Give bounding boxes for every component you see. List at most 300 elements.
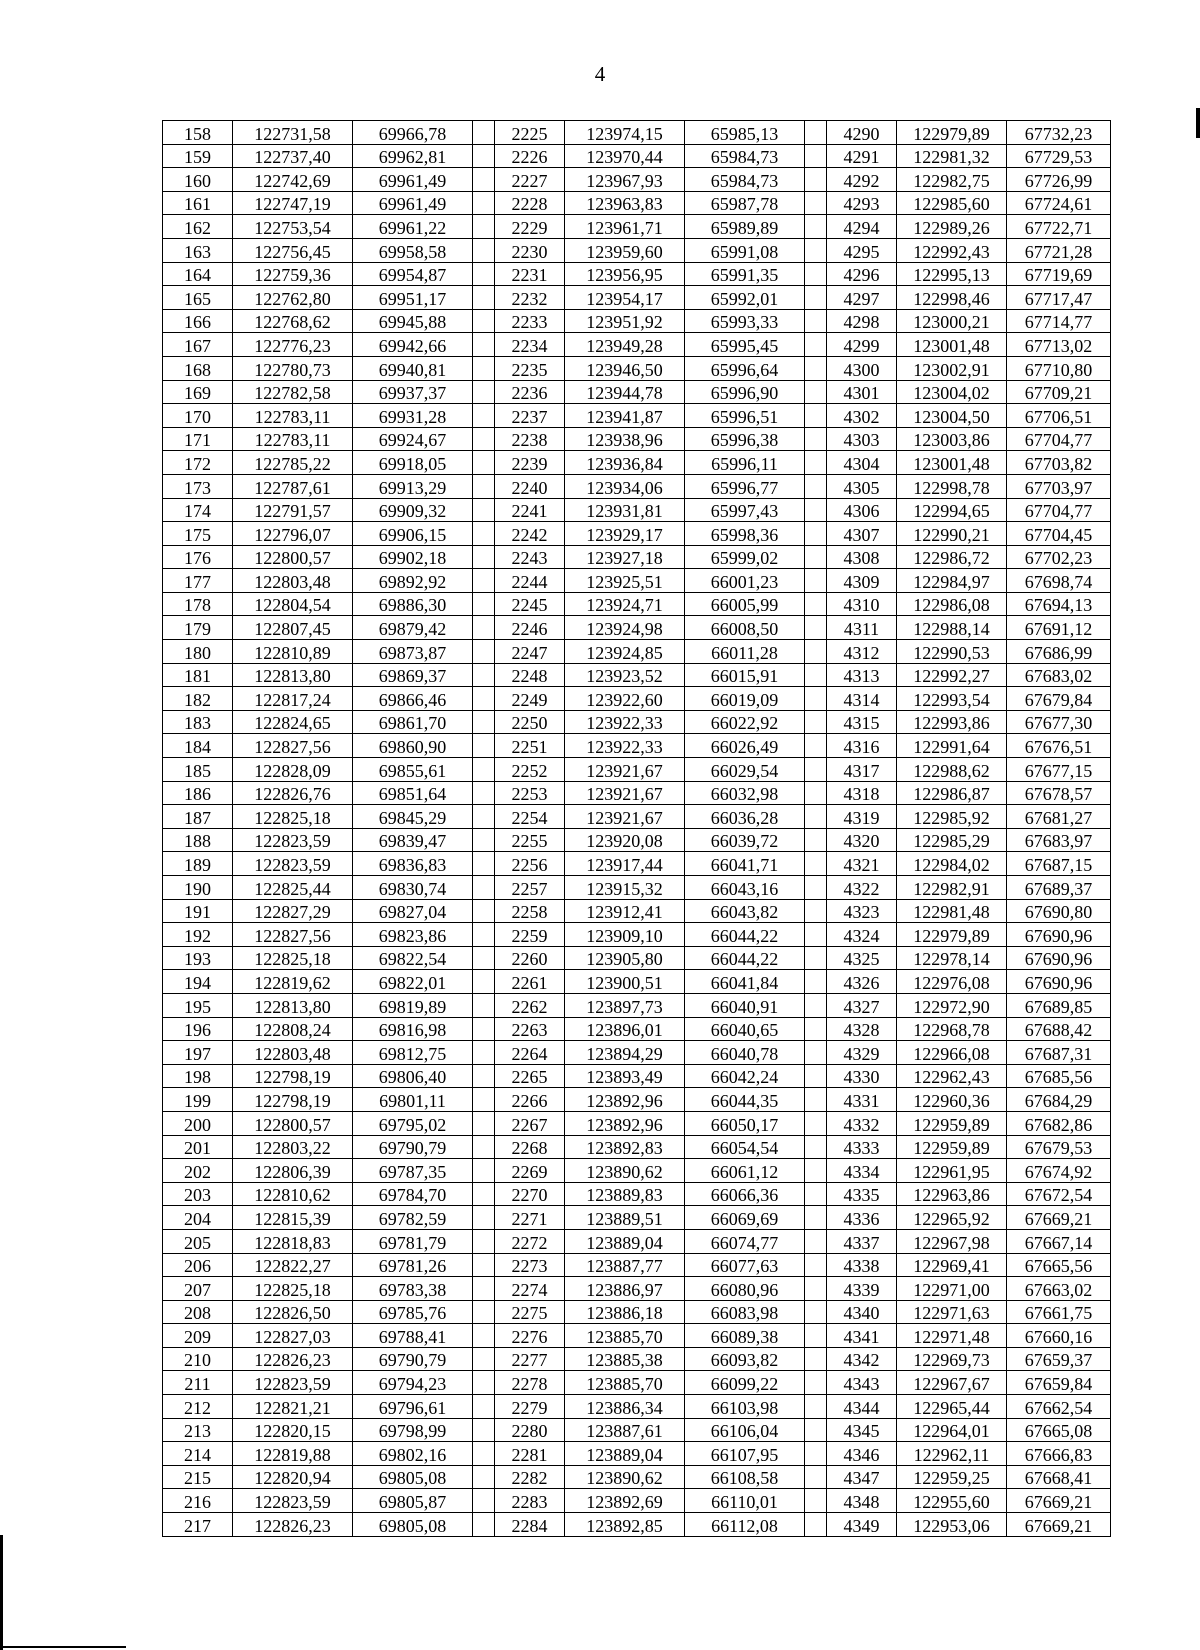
table-row bbox=[163, 970, 1111, 994]
point-number-cell: 2267 bbox=[495, 1111, 565, 1135]
group-separator bbox=[805, 1489, 827, 1513]
point-number-cell: 4335 bbox=[827, 1182, 897, 1206]
y-coordinate-cell: 67732,23 bbox=[1007, 121, 1111, 145]
y-coordinate-cell: 67710,80 bbox=[1007, 356, 1111, 380]
x-coordinate-cell: 123892,96 bbox=[565, 1111, 685, 1135]
x-coordinate-cell: 122969,73 bbox=[897, 1347, 1007, 1371]
group-separator bbox=[473, 1064, 495, 1088]
point-number-cell: 4300 bbox=[827, 356, 897, 380]
point-number-cell: 4309 bbox=[827, 569, 897, 593]
y-coordinate-cell: 67678,57 bbox=[1007, 781, 1111, 805]
y-coordinate-cell: 69961,49 bbox=[353, 168, 473, 192]
x-coordinate-cell: 123003,86 bbox=[897, 427, 1007, 451]
group-separator bbox=[805, 168, 827, 192]
y-coordinate-cell: 65996,11 bbox=[685, 451, 805, 475]
point-number-cell: 183 bbox=[163, 710, 233, 734]
x-coordinate-cell: 122963,86 bbox=[897, 1182, 1007, 1206]
x-coordinate-cell: 122998,46 bbox=[897, 286, 1007, 310]
group-separator bbox=[473, 899, 495, 923]
point-number-cell: 174 bbox=[163, 498, 233, 522]
x-coordinate-cell: 122981,32 bbox=[897, 144, 1007, 168]
group-separator bbox=[473, 923, 495, 947]
group-separator bbox=[805, 215, 827, 239]
group-separator bbox=[473, 404, 495, 428]
point-number-cell: 201 bbox=[163, 1135, 233, 1159]
point-number-cell: 4304 bbox=[827, 451, 897, 475]
y-coordinate-cell: 69788,41 bbox=[353, 1324, 473, 1348]
group-separator bbox=[805, 876, 827, 900]
y-coordinate-cell: 69954,87 bbox=[353, 262, 473, 286]
group-separator bbox=[805, 286, 827, 310]
y-coordinate-cell: 66044,35 bbox=[685, 1088, 805, 1112]
x-coordinate-cell: 122800,57 bbox=[233, 1111, 353, 1135]
group-separator bbox=[805, 569, 827, 593]
y-coordinate-cell: 67721,28 bbox=[1007, 238, 1111, 262]
point-number-cell: 2234 bbox=[495, 333, 565, 357]
table-row bbox=[163, 1135, 1111, 1159]
y-coordinate-cell: 67698,74 bbox=[1007, 569, 1111, 593]
point-number-cell: 2229 bbox=[495, 215, 565, 239]
x-coordinate-cell: 123944,78 bbox=[565, 380, 685, 404]
group-separator bbox=[473, 356, 495, 380]
y-coordinate-cell: 66108,58 bbox=[685, 1465, 805, 1489]
x-coordinate-cell: 123887,61 bbox=[565, 1418, 685, 1442]
point-number-cell: 172 bbox=[163, 451, 233, 475]
y-coordinate-cell: 69945,88 bbox=[353, 309, 473, 333]
table-row bbox=[163, 474, 1111, 498]
point-number-cell: 158 bbox=[163, 121, 233, 145]
point-number-cell: 4331 bbox=[827, 1088, 897, 1112]
table-row bbox=[163, 852, 1111, 876]
x-coordinate-cell: 122827,03 bbox=[233, 1324, 353, 1348]
table-row bbox=[163, 333, 1111, 357]
point-number-cell: 4295 bbox=[827, 238, 897, 262]
x-coordinate-cell: 122807,45 bbox=[233, 616, 353, 640]
y-coordinate-cell: 67661,75 bbox=[1007, 1300, 1111, 1324]
x-coordinate-cell: 122817,24 bbox=[233, 687, 353, 711]
point-number-cell: 2248 bbox=[495, 663, 565, 687]
x-coordinate-cell: 122823,59 bbox=[233, 1489, 353, 1513]
point-number-cell: 214 bbox=[163, 1442, 233, 1466]
y-coordinate-cell: 66041,71 bbox=[685, 852, 805, 876]
y-coordinate-cell: 67668,41 bbox=[1007, 1465, 1111, 1489]
x-coordinate-cell: 122953,06 bbox=[897, 1513, 1007, 1537]
point-number-cell: 4313 bbox=[827, 663, 897, 687]
y-coordinate-cell: 69873,87 bbox=[353, 640, 473, 664]
x-coordinate-cell: 123004,50 bbox=[897, 404, 1007, 428]
y-coordinate-cell: 69781,26 bbox=[353, 1253, 473, 1277]
point-number-cell: 196 bbox=[163, 1017, 233, 1041]
x-coordinate-cell: 122783,11 bbox=[233, 404, 353, 428]
x-coordinate-cell: 123924,85 bbox=[565, 640, 685, 664]
point-number-cell: 2242 bbox=[495, 522, 565, 546]
point-number-cell: 4316 bbox=[827, 734, 897, 758]
group-separator bbox=[473, 687, 495, 711]
y-coordinate-cell: 66099,22 bbox=[685, 1371, 805, 1395]
point-number-cell: 4338 bbox=[827, 1253, 897, 1277]
point-number-cell: 177 bbox=[163, 569, 233, 593]
y-coordinate-cell: 69855,61 bbox=[353, 758, 473, 782]
group-separator bbox=[473, 1182, 495, 1206]
x-coordinate-cell: 122819,88 bbox=[233, 1442, 353, 1466]
table-row bbox=[163, 781, 1111, 805]
x-coordinate-cell: 122798,19 bbox=[233, 1064, 353, 1088]
table-row bbox=[163, 828, 1111, 852]
table-row bbox=[163, 286, 1111, 310]
x-coordinate-cell: 122955,60 bbox=[897, 1489, 1007, 1513]
x-coordinate-cell: 122986,08 bbox=[897, 592, 1007, 616]
y-coordinate-cell: 67724,61 bbox=[1007, 191, 1111, 215]
group-separator bbox=[805, 946, 827, 970]
point-number-cell: 4308 bbox=[827, 545, 897, 569]
point-number-cell: 2277 bbox=[495, 1347, 565, 1371]
y-coordinate-cell: 67677,15 bbox=[1007, 758, 1111, 782]
point-number-cell: 4345 bbox=[827, 1418, 897, 1442]
y-coordinate-cell: 69801,11 bbox=[353, 1088, 473, 1112]
point-number-cell: 189 bbox=[163, 852, 233, 876]
group-separator bbox=[473, 498, 495, 522]
point-number-cell: 2253 bbox=[495, 781, 565, 805]
point-number-cell: 2257 bbox=[495, 876, 565, 900]
x-coordinate-cell: 123959,60 bbox=[565, 238, 685, 262]
x-coordinate-cell: 123974,15 bbox=[565, 121, 685, 145]
y-coordinate-cell: 67704,77 bbox=[1007, 498, 1111, 522]
x-coordinate-cell: 122978,14 bbox=[897, 946, 1007, 970]
x-coordinate-cell: 122826,50 bbox=[233, 1300, 353, 1324]
x-coordinate-cell: 122988,14 bbox=[897, 616, 1007, 640]
y-coordinate-cell: 67667,14 bbox=[1007, 1229, 1111, 1253]
x-coordinate-cell: 123921,67 bbox=[565, 781, 685, 805]
y-coordinate-cell: 66043,82 bbox=[685, 899, 805, 923]
x-coordinate-cell: 123912,41 bbox=[565, 899, 685, 923]
point-number-cell: 2275 bbox=[495, 1300, 565, 1324]
group-separator bbox=[805, 545, 827, 569]
point-number-cell: 4318 bbox=[827, 781, 897, 805]
group-separator bbox=[473, 1041, 495, 1065]
point-number-cell: 171 bbox=[163, 427, 233, 451]
y-coordinate-cell: 66041,84 bbox=[685, 970, 805, 994]
group-separator bbox=[473, 1395, 495, 1419]
x-coordinate-cell: 122986,87 bbox=[897, 781, 1007, 805]
y-coordinate-cell: 66026,49 bbox=[685, 734, 805, 758]
y-coordinate-cell: 67689,85 bbox=[1007, 993, 1111, 1017]
y-coordinate-cell: 66036,28 bbox=[685, 805, 805, 829]
y-coordinate-cell: 69886,30 bbox=[353, 592, 473, 616]
y-coordinate-cell: 67690,96 bbox=[1007, 923, 1111, 947]
group-separator bbox=[473, 215, 495, 239]
point-number-cell: 178 bbox=[163, 592, 233, 616]
y-coordinate-cell: 67686,99 bbox=[1007, 640, 1111, 664]
x-coordinate-cell: 122962,43 bbox=[897, 1064, 1007, 1088]
y-coordinate-cell: 69845,29 bbox=[353, 805, 473, 829]
point-number-cell: 2271 bbox=[495, 1206, 565, 1230]
point-number-cell: 217 bbox=[163, 1513, 233, 1537]
point-number-cell: 4311 bbox=[827, 616, 897, 640]
table-row bbox=[163, 1442, 1111, 1466]
table-row bbox=[163, 1395, 1111, 1419]
y-coordinate-cell: 67690,96 bbox=[1007, 970, 1111, 994]
table-row bbox=[163, 758, 1111, 782]
group-separator bbox=[805, 380, 827, 404]
point-number-cell: 4326 bbox=[827, 970, 897, 994]
y-coordinate-cell: 67719,69 bbox=[1007, 262, 1111, 286]
group-separator bbox=[473, 710, 495, 734]
group-separator bbox=[473, 1135, 495, 1159]
x-coordinate-cell: 123886,97 bbox=[565, 1277, 685, 1301]
x-coordinate-cell: 122965,44 bbox=[897, 1395, 1007, 1419]
x-coordinate-cell: 123886,18 bbox=[565, 1300, 685, 1324]
x-coordinate-cell: 122756,45 bbox=[233, 238, 353, 262]
point-number-cell: 2280 bbox=[495, 1418, 565, 1442]
x-coordinate-cell: 122976,08 bbox=[897, 970, 1007, 994]
x-coordinate-cell: 122810,62 bbox=[233, 1182, 353, 1206]
point-number-cell: 4337 bbox=[827, 1229, 897, 1253]
point-number-cell: 2243 bbox=[495, 545, 565, 569]
point-number-cell: 198 bbox=[163, 1064, 233, 1088]
table-row bbox=[163, 498, 1111, 522]
y-coordinate-cell: 69806,40 bbox=[353, 1064, 473, 1088]
point-number-cell: 4323 bbox=[827, 899, 897, 923]
x-coordinate-cell: 123892,85 bbox=[565, 1513, 685, 1537]
point-number-cell: 4349 bbox=[827, 1513, 897, 1537]
y-coordinate-cell: 66061,12 bbox=[685, 1159, 805, 1183]
group-separator bbox=[473, 1513, 495, 1537]
table-row bbox=[163, 805, 1111, 829]
y-coordinate-cell: 67690,96 bbox=[1007, 946, 1111, 970]
point-number-cell: 191 bbox=[163, 899, 233, 923]
x-coordinate-cell: 122969,41 bbox=[897, 1253, 1007, 1277]
table-row bbox=[163, 687, 1111, 711]
point-number-cell: 2252 bbox=[495, 758, 565, 782]
group-separator bbox=[805, 1513, 827, 1537]
y-coordinate-cell: 65998,36 bbox=[685, 522, 805, 546]
x-coordinate-cell: 122803,22 bbox=[233, 1135, 353, 1159]
point-number-cell: 2232 bbox=[495, 286, 565, 310]
x-coordinate-cell: 122826,23 bbox=[233, 1347, 353, 1371]
y-coordinate-cell: 67679,53 bbox=[1007, 1135, 1111, 1159]
y-coordinate-cell: 69823,86 bbox=[353, 923, 473, 947]
y-coordinate-cell: 65999,02 bbox=[685, 545, 805, 569]
y-coordinate-cell: 69805,08 bbox=[353, 1513, 473, 1537]
y-coordinate-cell: 69822,54 bbox=[353, 946, 473, 970]
x-coordinate-cell: 122986,72 bbox=[897, 545, 1007, 569]
group-separator bbox=[473, 309, 495, 333]
x-coordinate-cell: 123946,50 bbox=[565, 356, 685, 380]
table-row bbox=[163, 309, 1111, 333]
point-number-cell: 176 bbox=[163, 545, 233, 569]
table-row bbox=[163, 710, 1111, 734]
group-separator bbox=[805, 734, 827, 758]
point-number-cell: 2261 bbox=[495, 970, 565, 994]
point-number-cell: 4294 bbox=[827, 215, 897, 239]
x-coordinate-cell: 122979,89 bbox=[897, 121, 1007, 145]
point-number-cell: 161 bbox=[163, 191, 233, 215]
y-coordinate-cell: 66029,54 bbox=[685, 758, 805, 782]
group-separator bbox=[805, 1041, 827, 1065]
group-separator bbox=[473, 1465, 495, 1489]
group-separator bbox=[473, 1347, 495, 1371]
y-coordinate-cell: 66040,91 bbox=[685, 993, 805, 1017]
y-coordinate-cell: 67662,54 bbox=[1007, 1395, 1111, 1419]
table-row bbox=[163, 899, 1111, 923]
x-coordinate-cell: 123885,70 bbox=[565, 1371, 685, 1395]
group-separator bbox=[473, 1489, 495, 1513]
point-number-cell: 203 bbox=[163, 1182, 233, 1206]
point-number-cell: 2228 bbox=[495, 191, 565, 215]
group-separator bbox=[473, 663, 495, 687]
table-row bbox=[163, 545, 1111, 569]
y-coordinate-cell: 69805,87 bbox=[353, 1489, 473, 1513]
y-coordinate-cell: 69830,74 bbox=[353, 876, 473, 900]
table-row bbox=[163, 238, 1111, 262]
x-coordinate-cell: 123921,67 bbox=[565, 805, 685, 829]
point-number-cell: 209 bbox=[163, 1324, 233, 1348]
point-number-cell: 2231 bbox=[495, 262, 565, 286]
x-coordinate-cell: 122994,65 bbox=[897, 498, 1007, 522]
x-coordinate-cell: 122815,39 bbox=[233, 1206, 353, 1230]
coordinates-table-body bbox=[163, 121, 1111, 1537]
y-coordinate-cell: 67685,56 bbox=[1007, 1064, 1111, 1088]
group-separator bbox=[473, 144, 495, 168]
table-row bbox=[163, 1465, 1111, 1489]
group-separator bbox=[473, 1442, 495, 1466]
group-separator bbox=[473, 1324, 495, 1348]
x-coordinate-cell: 122982,91 bbox=[897, 876, 1007, 900]
x-coordinate-cell: 123917,44 bbox=[565, 852, 685, 876]
x-coordinate-cell: 123967,93 bbox=[565, 168, 685, 192]
point-number-cell: 2276 bbox=[495, 1324, 565, 1348]
group-separator bbox=[473, 451, 495, 475]
y-coordinate-cell: 69851,64 bbox=[353, 781, 473, 805]
x-coordinate-cell: 122995,13 bbox=[897, 262, 1007, 286]
x-coordinate-cell: 123909,10 bbox=[565, 923, 685, 947]
point-number-cell: 2263 bbox=[495, 1017, 565, 1041]
x-coordinate-cell: 122785,22 bbox=[233, 451, 353, 475]
table-row bbox=[163, 1229, 1111, 1253]
group-separator bbox=[805, 758, 827, 782]
y-coordinate-cell: 69906,15 bbox=[353, 522, 473, 546]
x-coordinate-cell: 122979,89 bbox=[897, 923, 1007, 947]
y-coordinate-cell: 67714,77 bbox=[1007, 309, 1111, 333]
y-coordinate-cell: 69860,90 bbox=[353, 734, 473, 758]
page-number: 4 bbox=[594, 62, 606, 86]
point-number-cell: 4328 bbox=[827, 1017, 897, 1041]
group-separator bbox=[473, 1017, 495, 1041]
x-coordinate-cell: 122993,54 bbox=[897, 687, 1007, 711]
point-number-cell: 200 bbox=[163, 1111, 233, 1135]
y-coordinate-cell: 67688,42 bbox=[1007, 1017, 1111, 1041]
point-number-cell: 4302 bbox=[827, 404, 897, 428]
table-row bbox=[163, 1277, 1111, 1301]
y-coordinate-cell: 67682,86 bbox=[1007, 1111, 1111, 1135]
group-separator bbox=[805, 1017, 827, 1041]
point-number-cell: 2226 bbox=[495, 144, 565, 168]
y-coordinate-cell: 67683,02 bbox=[1007, 663, 1111, 687]
x-coordinate-cell: 122768,62 bbox=[233, 309, 353, 333]
y-coordinate-cell: 69879,42 bbox=[353, 616, 473, 640]
x-coordinate-cell: 122824,65 bbox=[233, 710, 353, 734]
y-coordinate-cell: 67702,23 bbox=[1007, 545, 1111, 569]
table-row bbox=[163, 191, 1111, 215]
y-coordinate-cell: 65993,33 bbox=[685, 309, 805, 333]
x-coordinate-cell: 122823,59 bbox=[233, 828, 353, 852]
table-row bbox=[163, 616, 1111, 640]
table-row bbox=[163, 356, 1111, 380]
point-number-cell: 2272 bbox=[495, 1229, 565, 1253]
x-coordinate-cell: 123938,96 bbox=[565, 427, 685, 451]
point-number-cell: 4330 bbox=[827, 1064, 897, 1088]
table-row bbox=[163, 569, 1111, 593]
group-separator bbox=[805, 710, 827, 734]
x-coordinate-cell: 122747,19 bbox=[233, 191, 353, 215]
point-number-cell: 4340 bbox=[827, 1300, 897, 1324]
point-number-cell: 2259 bbox=[495, 923, 565, 947]
group-separator bbox=[473, 805, 495, 829]
y-coordinate-cell: 67706,51 bbox=[1007, 404, 1111, 428]
point-number-cell: 4334 bbox=[827, 1159, 897, 1183]
y-coordinate-cell: 67690,80 bbox=[1007, 899, 1111, 923]
point-number-cell: 179 bbox=[163, 616, 233, 640]
x-coordinate-cell: 123889,04 bbox=[565, 1229, 685, 1253]
y-coordinate-cell: 67683,97 bbox=[1007, 828, 1111, 852]
y-coordinate-cell: 67663,02 bbox=[1007, 1277, 1111, 1301]
y-coordinate-cell: 67679,84 bbox=[1007, 687, 1111, 711]
point-number-cell: 2250 bbox=[495, 710, 565, 734]
x-coordinate-cell: 123922,33 bbox=[565, 734, 685, 758]
group-separator bbox=[805, 687, 827, 711]
table-row bbox=[163, 1088, 1111, 1112]
group-separator bbox=[805, 238, 827, 262]
point-number-cell: 215 bbox=[163, 1465, 233, 1489]
group-separator bbox=[473, 946, 495, 970]
point-number-cell: 4322 bbox=[827, 876, 897, 900]
point-number-cell: 211 bbox=[163, 1371, 233, 1395]
x-coordinate-cell: 123951,92 bbox=[565, 309, 685, 333]
group-separator bbox=[805, 1206, 827, 1230]
group-separator bbox=[805, 427, 827, 451]
x-coordinate-cell: 123889,83 bbox=[565, 1182, 685, 1206]
x-coordinate-cell: 122759,36 bbox=[233, 262, 353, 286]
y-coordinate-cell: 67726,99 bbox=[1007, 168, 1111, 192]
x-coordinate-cell: 122971,48 bbox=[897, 1324, 1007, 1348]
table-row bbox=[163, 451, 1111, 475]
table-row bbox=[163, 1111, 1111, 1135]
point-number-cell: 192 bbox=[163, 923, 233, 947]
coordinates-table bbox=[162, 120, 1111, 1537]
y-coordinate-cell: 65997,43 bbox=[685, 498, 805, 522]
x-coordinate-cell: 122828,09 bbox=[233, 758, 353, 782]
y-coordinate-cell: 67703,97 bbox=[1007, 474, 1111, 498]
y-coordinate-cell: 66005,99 bbox=[685, 592, 805, 616]
y-coordinate-cell: 67717,47 bbox=[1007, 286, 1111, 310]
y-coordinate-cell: 69781,79 bbox=[353, 1229, 473, 1253]
point-number-cell: 167 bbox=[163, 333, 233, 357]
point-number-cell: 170 bbox=[163, 404, 233, 428]
group-separator bbox=[805, 498, 827, 522]
point-number-cell: 2279 bbox=[495, 1395, 565, 1419]
y-coordinate-cell: 66103,98 bbox=[685, 1395, 805, 1419]
group-separator bbox=[805, 262, 827, 286]
group-separator bbox=[473, 333, 495, 357]
x-coordinate-cell: 123925,51 bbox=[565, 569, 685, 593]
x-coordinate-cell: 122827,56 bbox=[233, 923, 353, 947]
x-coordinate-cell: 122965,92 bbox=[897, 1206, 1007, 1230]
x-coordinate-cell: 122821,21 bbox=[233, 1395, 353, 1419]
point-number-cell: 2235 bbox=[495, 356, 565, 380]
x-coordinate-cell: 122972,90 bbox=[897, 993, 1007, 1017]
point-number-cell: 204 bbox=[163, 1206, 233, 1230]
x-coordinate-cell: 123923,52 bbox=[565, 663, 685, 687]
